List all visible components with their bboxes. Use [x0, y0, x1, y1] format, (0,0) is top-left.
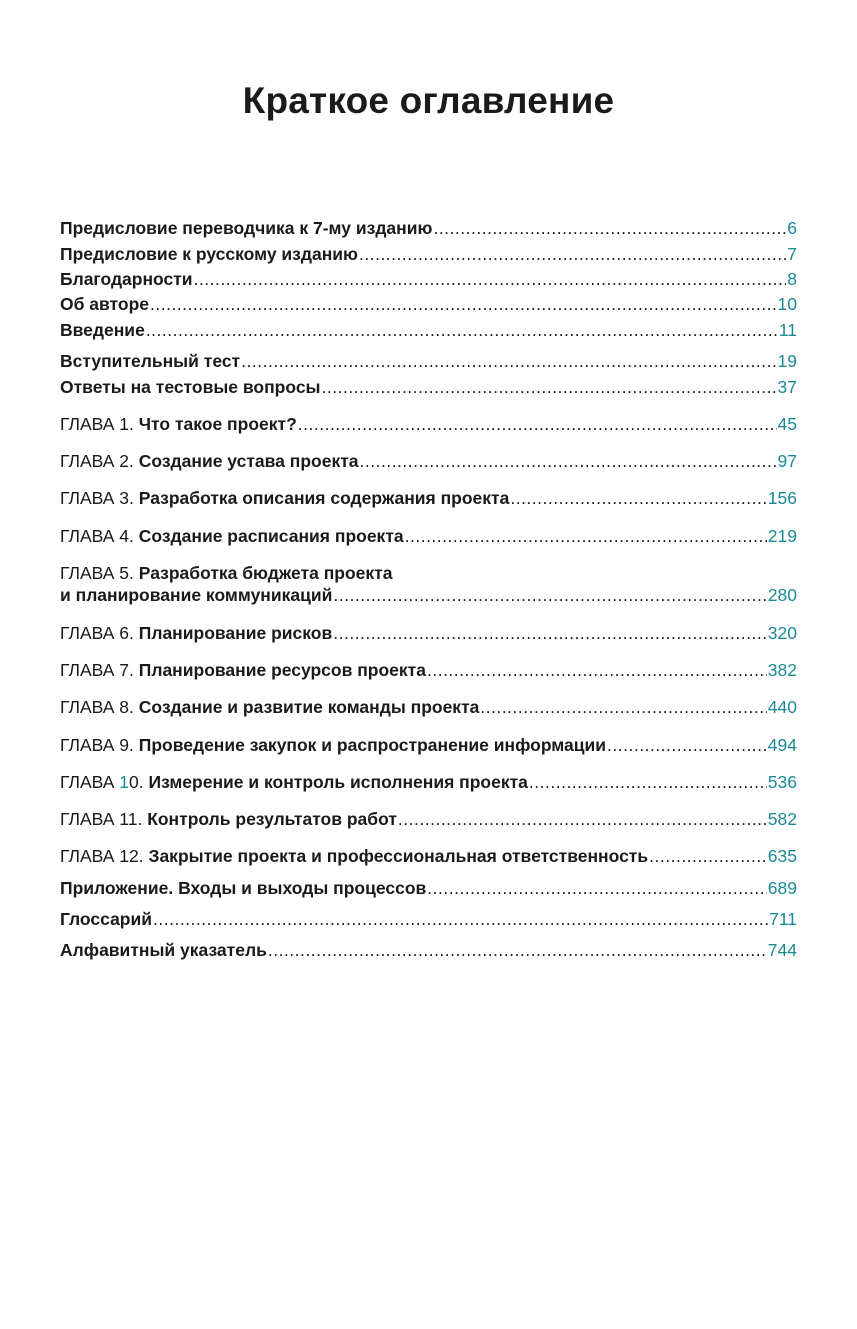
chapter-prefix: ГЛАВА 10.	[60, 772, 144, 792]
toc-chapter[interactable]	[60, 525, 797, 547]
leader-dots	[649, 845, 767, 867]
toc-entry-title: Вступительный тест	[60, 351, 241, 371]
chapter-title: Планирование ресурсов проекта	[138, 660, 426, 680]
leader-dots	[398, 808, 767, 830]
toc-chapter[interactable]	[60, 622, 797, 644]
chapter-prefix: ГЛАВА 8.	[60, 697, 134, 717]
leader-dots	[510, 487, 766, 509]
leader-dots	[427, 659, 767, 681]
toc-page-number: 280	[767, 585, 797, 605]
chapter-prefix: ГЛАВА 6.	[60, 623, 134, 643]
toc-chapter[interactable]	[60, 659, 797, 681]
toc-page-number: 11	[778, 320, 797, 340]
toc-entry[interactable]	[60, 217, 797, 239]
leader-dots	[433, 217, 786, 239]
toc-chapter[interactable]	[60, 487, 797, 509]
toc-entry[interactable]	[60, 319, 797, 341]
chapter-prefix: ГЛАВА 11.	[60, 809, 143, 829]
chapter-prefix: ГЛАВА 9.	[60, 735, 134, 755]
chapter-prefix: ГЛАВА 7.	[60, 660, 134, 680]
toc-page-number: 494	[767, 735, 797, 755]
toc-entry[interactable]	[60, 243, 797, 265]
toc-entry-title: Алфавитный указатель	[60, 940, 267, 960]
leader-dots	[268, 939, 767, 961]
chapter-title: Что такое проект?	[138, 414, 297, 434]
chapter-title: Проведение закупок и распространение информации	[138, 735, 607, 755]
toc-page-number: 19	[777, 351, 797, 371]
chapter-title: Создание расписания проекта	[138, 526, 404, 546]
toc-page-number: 97	[777, 451, 797, 471]
leader-dots	[150, 293, 777, 315]
toc-entry[interactable]	[60, 376, 797, 398]
toc-chapter[interactable]	[60, 450, 797, 472]
toc-entry[interactable]	[60, 908, 797, 930]
toc-entry-title: Введение	[60, 320, 145, 340]
toc-chapter[interactable]	[60, 696, 797, 718]
leader-dots	[153, 908, 768, 930]
leader-dots	[607, 734, 767, 756]
toc-page-number: 440	[767, 697, 797, 717]
toc-page-number: 6	[787, 218, 797, 238]
toc-entry-title: Об авторе	[60, 294, 149, 314]
leader-dots	[333, 622, 767, 644]
toc-chapter[interactable]	[60, 734, 797, 756]
leader-dots	[360, 450, 777, 472]
toc-chapter[interactable]	[60, 413, 797, 435]
leader-dots	[241, 350, 776, 372]
chapter-title: Измерение и контроль исполнения проекта	[148, 772, 528, 792]
chapter-title: Планирование рисков	[138, 623, 333, 643]
chapter-title: Контроль результатов работ	[147, 809, 397, 829]
toc-entry[interactable]	[60, 939, 797, 961]
toc-entry[interactable]	[60, 350, 797, 372]
leader-dots	[322, 376, 777, 398]
toc-entry-title: Благодарности	[60, 269, 193, 289]
toc-entry[interactable]	[60, 268, 797, 290]
chapter-prefix: ГЛАВА 4.	[60, 526, 134, 546]
chapter-prefix: ГЛАВА 3.	[60, 488, 134, 508]
toc-page-number: 536	[767, 772, 797, 792]
toc-entry-title: Приложение. Входы и выходы процессов	[60, 878, 427, 898]
leader-dots	[405, 525, 767, 547]
toc-page-number: 689	[767, 878, 797, 898]
toc-page-number: 635	[767, 846, 797, 866]
chapter-title-line1: Разработка бюджета проекта	[138, 563, 393, 583]
chapter-prefix: ГЛАВА 5.	[60, 563, 134, 583]
chapter-prefix: ГЛАВА 1.	[60, 414, 134, 434]
leader-dots	[194, 268, 787, 290]
toc-page-number: 37	[777, 377, 797, 397]
toc-entry[interactable]	[60, 293, 797, 315]
toc-page-number: 382	[767, 660, 797, 680]
leader-dots	[359, 243, 786, 265]
chapter-prefix: ГЛАВА 2.	[60, 451, 134, 471]
toc-entry-title: Предисловие переводчика к 7-му изданию	[60, 218, 433, 238]
toc-page-number: 744	[767, 940, 797, 960]
toc-page-number: 10	[777, 294, 797, 314]
toc-chapter[interactable]	[60, 771, 797, 793]
chapter-title: Создание устава проекта	[138, 451, 359, 471]
toc-chapter[interactable]	[60, 845, 797, 867]
toc-page-number: 8	[787, 269, 797, 289]
leader-dots	[480, 696, 766, 718]
chapter-title: Создание и развитие команды проекта	[138, 697, 480, 717]
chapter-title-line2: и планирование коммуникаций	[60, 585, 333, 605]
leader-dots	[298, 413, 777, 435]
chapter-prefix: ГЛАВА 12.	[60, 846, 144, 866]
toc-page-number: 45	[777, 414, 797, 434]
toc-page-number: 320	[767, 623, 797, 643]
toc-page-number: 7	[787, 244, 797, 264]
leader-dots	[427, 877, 767, 899]
toc-entry-title: Ответы на тестовые вопросы	[60, 377, 321, 397]
chapter-title: Закрытие проекта и профессиональная ответственность	[148, 846, 649, 866]
toc-entry[interactable]	[60, 877, 797, 899]
toc-entry-title: Предисловие к русскому изданию	[60, 244, 358, 264]
leader-dots	[333, 584, 766, 606]
toc-page-number: 711	[769, 909, 797, 929]
page-title: Краткое оглавление	[242, 80, 615, 121]
toc-page-number: 582	[767, 809, 797, 829]
toc-entry-title: Глоссарий	[60, 909, 153, 929]
toc-chapter[interactable]	[60, 562, 797, 606]
toc-chapter[interactable]	[60, 808, 797, 830]
leader-dots	[146, 319, 778, 341]
toc-page-number: 156	[767, 488, 797, 508]
leader-dots	[529, 771, 767, 793]
chapter-title: Разработка описания содержания проекта	[138, 488, 510, 508]
toc-page-number: 219	[767, 526, 797, 546]
